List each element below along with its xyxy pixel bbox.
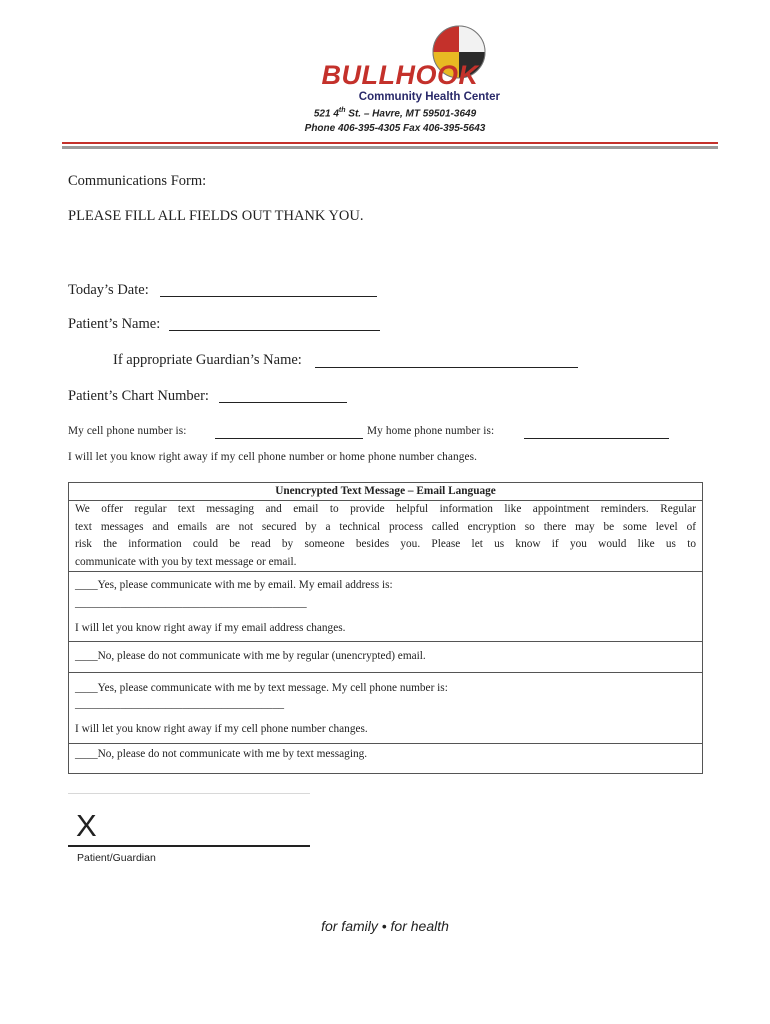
chart-number-field[interactable]	[219, 402, 347, 403]
guardian-name-field[interactable]	[315, 367, 578, 368]
row-divider	[69, 743, 702, 744]
phone-change-notice: I will let you know right away if my cell phone number or home phone number changes.	[68, 451, 478, 463]
patient-name-field[interactable]	[169, 330, 380, 331]
row-divider	[69, 571, 702, 572]
phone-fax-line: Phone 406-395-4305 Fax 406-395-5643	[304, 123, 486, 134]
consent-box	[68, 482, 703, 774]
todays-date-field[interactable]	[160, 296, 377, 297]
home-phone-label: My home phone number is:	[367, 425, 495, 437]
email-address-blank[interactable]: _________________________________________	[75, 597, 307, 609]
cell-phone-field[interactable]	[215, 438, 363, 439]
signature-label: Patient/Guardian	[77, 852, 156, 864]
home-phone-field[interactable]	[524, 438, 669, 439]
text-yes-option[interactable]: ____Yes, please communicate with me by text message. My cell phone number is:	[75, 682, 448, 694]
text-change-notice: I will let you know right away if my cell phone number changes.	[75, 723, 368, 735]
brand-subtitle: Community Health Center	[358, 91, 500, 103]
text-number-blank[interactable]: _____________________________________	[75, 698, 284, 710]
intro-line: risk the information could be read by someone besides you. Please let us know if you would like us to	[75, 538, 696, 550]
form-title: Communications Form:	[68, 173, 207, 189]
intro-line: We offer regular text messaging and email to provide helpful information like appointment reminders. Regular	[75, 503, 696, 515]
signature-mark: X	[76, 808, 97, 843]
intro-line: communicate with you by text message or email.	[75, 555, 297, 568]
row-divider	[69, 641, 702, 642]
header-divider-gray	[62, 146, 718, 149]
guardian-name-label: If appropriate Guardian’s Name:	[113, 352, 302, 368]
patient-name-label: Patient’s Name:	[68, 316, 161, 332]
intro-line: text messages and emails are not secured by a technical process called encryption so there may be some level of	[75, 520, 696, 533]
signature-top-rule	[68, 793, 310, 794]
consent-heading: Unencrypted Text Message – Email Language	[275, 485, 496, 497]
todays-date-label: Today’s Date:	[68, 282, 149, 298]
email-change-notice: I will let you know right away if my email address changes.	[75, 622, 346, 634]
brand-name: BULLHOOK	[321, 60, 479, 90]
footer-tagline: for family • for health	[321, 918, 449, 934]
form-instruction: PLEASE FILL ALL FIELDS OUT THANK YOU.	[68, 208, 364, 224]
signature-line[interactable]	[68, 845, 310, 847]
text-no-option[interactable]: ____No, please do not communicate with me by text messaging.	[75, 748, 368, 760]
address-line: 521 4th St. – Havre, MT 59501-3649	[313, 107, 477, 120]
cell-phone-label: My cell phone number is:	[68, 425, 187, 437]
email-yes-option[interactable]: ____Yes, please communicate with me by email. My email address is:	[75, 579, 393, 591]
row-divider	[69, 672, 702, 673]
consent-intro	[75, 501, 696, 571]
email-no-option[interactable]: ____No, please do not communicate with me by regular (unencrypted) email.	[75, 650, 426, 662]
header-divider-red	[62, 142, 718, 144]
chart-number-label: Patient’s Chart Number:	[68, 388, 209, 404]
